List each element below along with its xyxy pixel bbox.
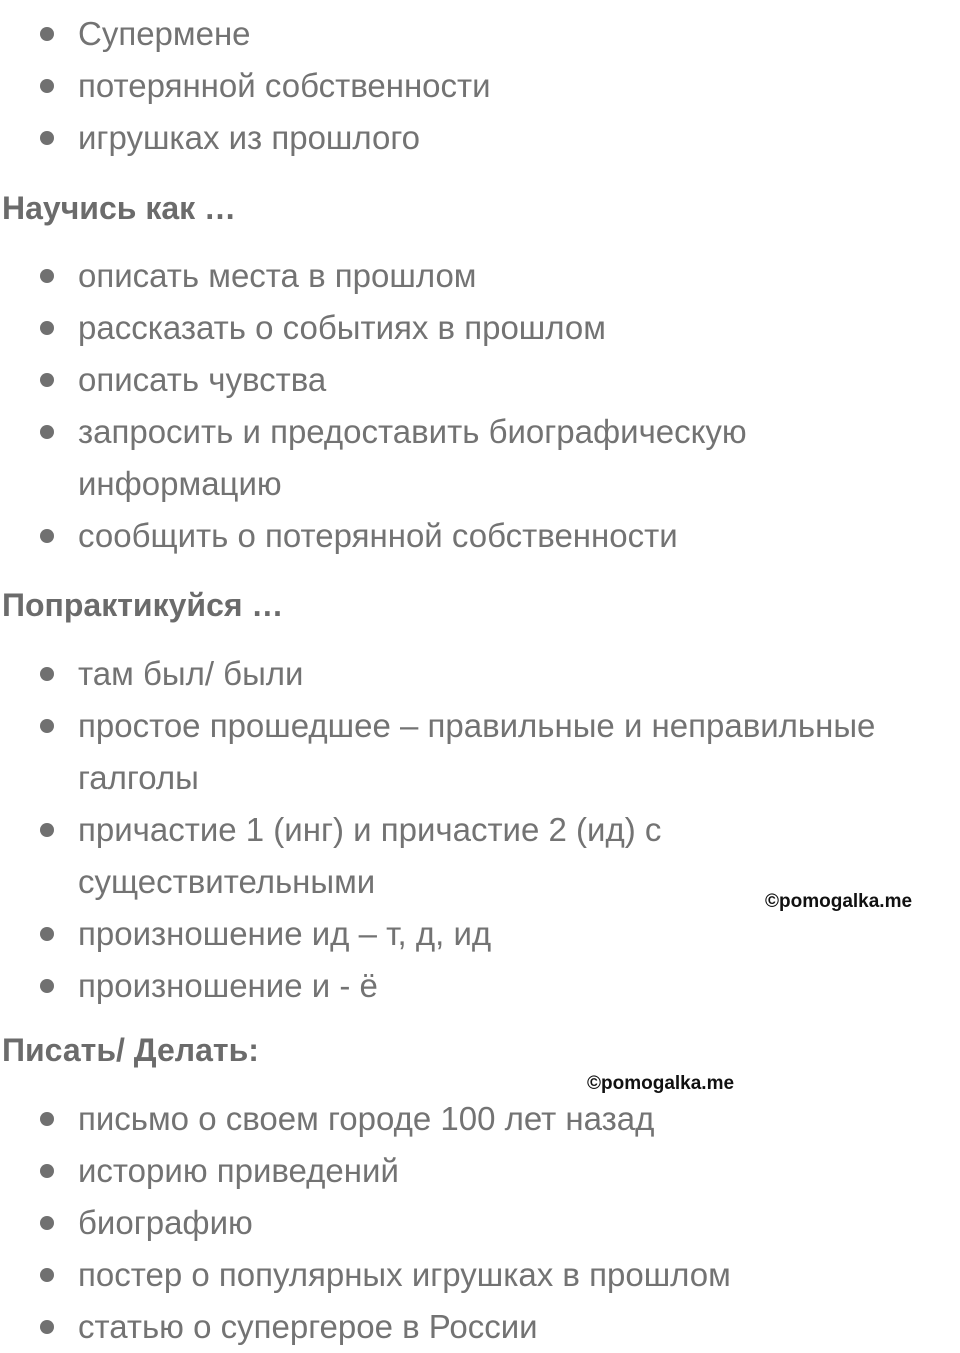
list-item: рассказать о событиях в прошлом: [0, 302, 918, 354]
write-list: [0, 1093, 918, 1353]
list-item: письмо о своем городе 100 лет назад: [0, 1093, 918, 1145]
list-item: описать чувства: [0, 354, 918, 406]
list-item: причастие 1 (инг) и причастие 2 (ид) с существительными: [0, 804, 718, 908]
watermark: ©pomogalka.me: [587, 1073, 735, 1094]
list-item: простое прошедшее – правильные и неправильные галголы: [0, 700, 918, 804]
write-heading: Писать/ Делать:: [2, 1032, 259, 1068]
list-item: постер о популярных игрушках в прошлом: [0, 1249, 918, 1301]
list-item: там был/ были: [0, 648, 918, 700]
learn-heading: Научись как …: [2, 190, 237, 226]
list-item: биографию: [0, 1197, 918, 1249]
list-item: игрушках из прошлого: [0, 112, 918, 164]
list-item: потерянной собственности: [0, 60, 918, 112]
list-item: сообщить о потерянной собственности: [0, 510, 918, 562]
list-item: произношение и - ё: [0, 960, 918, 1012]
watermark: ©pomogalka.me: [765, 891, 913, 912]
practice-heading: Попрактикуйся …: [2, 587, 284, 623]
list-item: Супермене: [0, 8, 918, 60]
list-item: статью о супергерое в России: [0, 1301, 918, 1353]
learn-list: [0, 250, 918, 562]
practice-list: [0, 648, 918, 1012]
list-item: историю приведений: [0, 1145, 918, 1197]
list-item: произношение ид – т, д, ид: [0, 908, 918, 960]
intro-list: [0, 8, 918, 164]
list-item: описать места в прошлом: [0, 250, 918, 302]
list-item: запросить и предоставить биографическую информацию: [0, 406, 798, 510]
